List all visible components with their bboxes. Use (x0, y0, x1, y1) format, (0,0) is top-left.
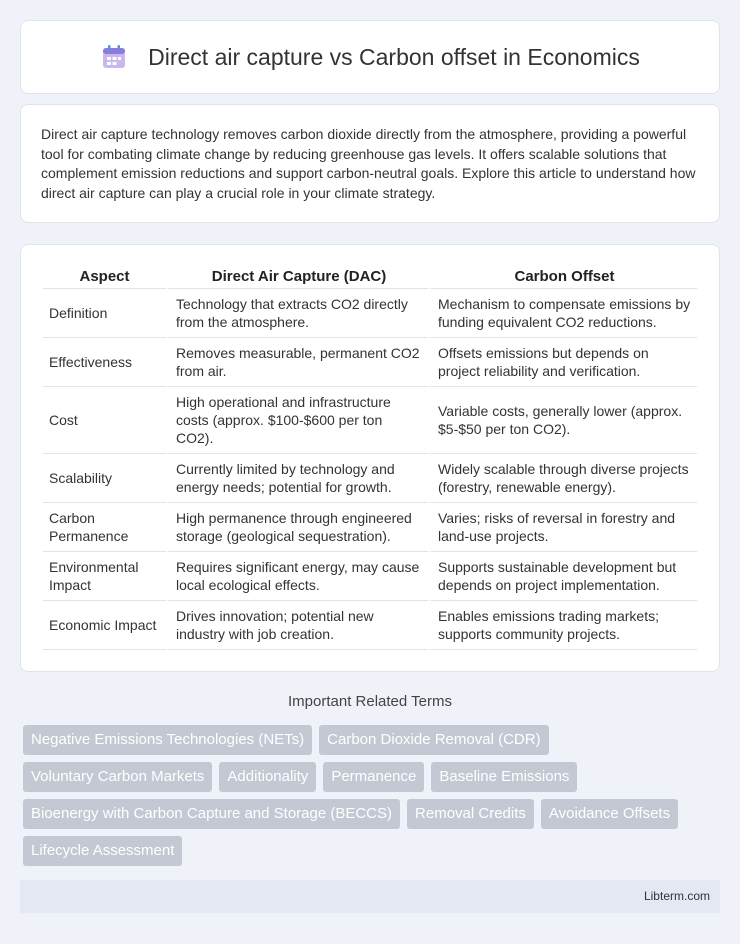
related-term-tag[interactable]: Negative Emissions Technologies (NETs) (23, 725, 312, 755)
comparison-table (43, 267, 697, 650)
offset-cell: Offsets emissions but depends on project reliability and verification. (428, 338, 697, 387)
aspect-cell: Economic Impact (43, 601, 166, 650)
table-row (43, 503, 697, 552)
page-title: Direct air capture vs Carbon offset in Economics (148, 43, 640, 70)
table-row (43, 338, 697, 387)
dac-cell: Drives innovation; potential new industry with job creation. (166, 601, 428, 650)
comparison-card (20, 244, 720, 672)
dac-cell: Technology that extracts CO2 directly from the atmosphere. (166, 289, 428, 338)
aspect-cell: Carbon Permanence (43, 503, 166, 552)
aspect-cell: Effectiveness (43, 338, 166, 387)
dac-cell: High permanence through engineered storage (geological sequestration). (166, 503, 428, 552)
offset-cell: Varies; risks of reversal in forestry and land-use projects. (428, 503, 697, 552)
related-terms-title: Important Related Terms (288, 693, 452, 710)
dac-cell: Currently limited by technology and energy needs; potential for growth. (166, 454, 428, 503)
title-card (20, 20, 720, 94)
offset-cell: Variable costs, generally lower (approx. $5-$50 per ton CO2). (428, 387, 697, 454)
related-term-tag[interactable]: Bioenergy with Carbon Capture and Storage (BECCS) (23, 799, 400, 829)
related-term-tag[interactable]: Avoidance Offsets (541, 799, 678, 829)
aspect-cell: Environmental Impact (43, 552, 166, 601)
related-terms-list (23, 725, 723, 873)
aspect-cell: Cost (43, 387, 166, 454)
table-row (43, 552, 697, 601)
dac-cell: Removes measurable, permanent CO2 from air. (166, 338, 428, 387)
intro-text: Direct air capture technology removes carbon dioxide directly from the atmosphere, providing a powerful tool for combating climate change by reducing greenhouse gas levels. It offers scalable solutions that complement emission reductions and support carbon-neutral goals. Explore this article to understand how direct air capture can play a crucial role in your climate strategy. (41, 126, 696, 201)
offset-cell: Mechanism to compensate emissions by funding equivalent CO2 reductions. (428, 289, 697, 338)
offset-cell: Widely scalable through diverse projects (forestry, renewable energy). (428, 454, 697, 503)
table-row (43, 454, 697, 503)
footer (20, 880, 720, 913)
related-term-tag[interactable]: Carbon Dioxide Removal (CDR) (319, 725, 548, 755)
offset-cell: Supports sustainable development but depends on project implementation. (428, 552, 697, 601)
related-term-tag[interactable]: Removal Credits (407, 799, 534, 829)
dac-cell: Requires significant energy, may cause local ecological effects. (166, 552, 428, 601)
table-row (43, 289, 697, 338)
aspect-cell: Definition (43, 289, 166, 338)
table-row (43, 601, 697, 650)
calendar-icon (100, 43, 128, 71)
related-term-tag[interactable]: Baseline Emissions (431, 762, 577, 792)
dac-cell: High operational and infrastructure costs (approx. $100-$600 per ton CO2). (166, 387, 428, 454)
aspect-cell: Scalability (43, 454, 166, 503)
header-offset: Carbon Offset (428, 267, 697, 289)
header-dac: Direct Air Capture (DAC) (166, 267, 428, 289)
related-term-tag[interactable]: Additionality (219, 762, 316, 792)
table-row (43, 387, 697, 454)
header-aspect: Aspect (43, 267, 166, 289)
related-term-tag[interactable]: Permanence (323, 762, 424, 792)
footer-site-link[interactable]: Libterm.com (643, 889, 710, 903)
related-term-tag[interactable]: Voluntary Carbon Markets (23, 762, 212, 792)
offset-cell: Enables emissions trading markets; supports community projects. (428, 601, 697, 650)
intro-card (20, 104, 720, 223)
related-term-tag[interactable]: Lifecycle Assessment (23, 836, 182, 866)
